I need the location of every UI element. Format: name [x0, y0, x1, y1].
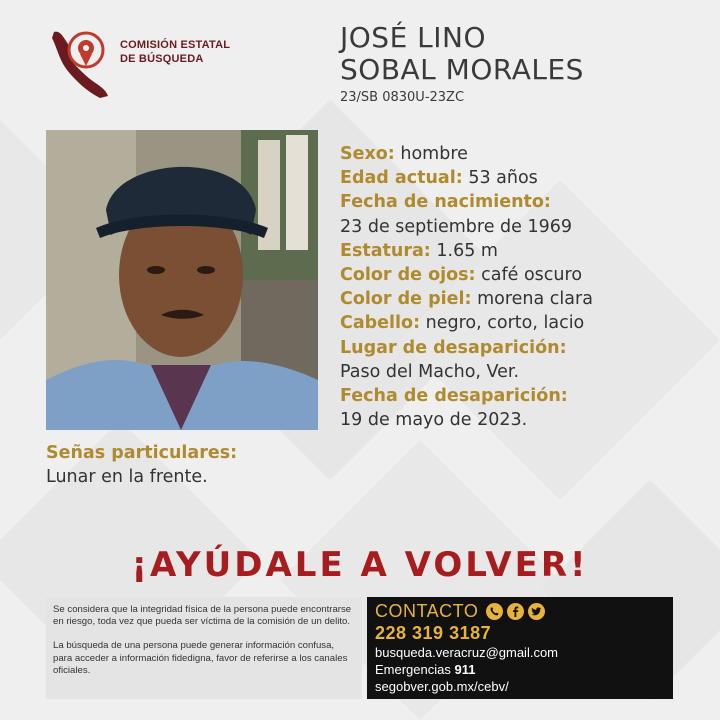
contact-title: CONTACTO	[375, 601, 479, 621]
detail-nacimiento-value: 23 de septiembre de 1969	[340, 216, 573, 237]
detail-sexo-value: hombre	[400, 144, 468, 164]
detail-lugar-value: Paso del Macho, Ver.	[340, 361, 520, 382]
contact-website[interactable]: segobver.gob.mx/cebv/	[375, 679, 509, 694]
detail-edad	[340, 166, 710, 190]
detail-edad-label: Edad actual:	[340, 168, 463, 189]
facebook-icon[interactable]	[507, 603, 524, 620]
contact-phone[interactable]: 228 319 3187	[375, 623, 492, 643]
detail-cabello-value: negro, corto, lacio	[425, 313, 585, 334]
detail-ojos	[340, 263, 710, 287]
contact-email[interactable]: busqueda.veracruz@gmail.com	[375, 645, 559, 660]
detail-fecha-label: Fecha de desaparición:	[340, 386, 568, 407]
person-name-line2: SOBAL MORALES	[340, 53, 584, 86]
detail-estatura	[340, 239, 710, 263]
detail-lugar-label-row	[340, 336, 710, 360]
contact-title-row	[375, 600, 665, 622]
person-details	[340, 142, 710, 432]
contact-emergency	[375, 661, 665, 678]
detail-ojos-value: café oscuro	[481, 265, 583, 286]
detail-ojos-label: Color de ojos:	[340, 265, 476, 286]
disclaimer-paragraph-1: Se considera que la integridad física de la persona puede encontrarse en riesgo, toda vez que pueda ser víctima de la comisión de un delito.	[53, 604, 352, 628]
twitter-icon[interactable]	[528, 603, 545, 620]
social-icons	[486, 603, 545, 620]
detail-piel-value: morena clara	[477, 289, 593, 310]
whatsapp-icon[interactable]	[486, 603, 503, 620]
contact-box	[367, 597, 673, 699]
organization-name-line1: COMISIÓN ESTATAL	[120, 39, 231, 51]
distinguishing-marks-value: Lunar en la frente.	[46, 467, 208, 488]
detail-edad-value: 53 años	[468, 168, 538, 189]
detail-piel	[340, 287, 710, 311]
detail-estatura-label: Estatura:	[340, 240, 431, 261]
detail-fecha-label-row	[340, 384, 710, 408]
case-folio: 23/SB 0830U-23ZC	[340, 90, 465, 105]
disclaimer-paragraph-2: La búsqueda de una persona puede generar información confusa, para acceder a información fidedigna, favor de referirse a los canales oficiales.	[53, 640, 348, 676]
detail-piel-label: Color de piel:	[340, 289, 472, 310]
disclaimer	[46, 597, 362, 699]
detail-cabello	[340, 311, 710, 335]
detail-fecha-value: 19 de mayo de 2023.	[340, 410, 528, 431]
organization-name-line2: DE BÚSQUEDA	[120, 53, 204, 65]
detail-estatura-value: 1.65 m	[436, 240, 498, 261]
detail-lugar-label: Lugar de desaparición:	[340, 337, 567, 358]
detail-sexo	[340, 142, 710, 166]
person-name-line1: JOSÉ LINO	[340, 21, 487, 54]
detail-nacimiento-label: Fecha de nacimiento:	[340, 192, 551, 213]
detail-sexo-label: Sexo:	[340, 144, 395, 164]
distinguishing-marks	[46, 441, 237, 489]
detail-cabello-label: Cabello:	[340, 313, 421, 334]
contact-emergency-label: Emergencias	[375, 662, 451, 677]
organization-name	[120, 38, 230, 66]
person-photo	[46, 130, 318, 430]
veracruz-map-icon	[48, 24, 120, 104]
detail-nacimiento-label-row	[340, 190, 710, 214]
person-name	[340, 22, 584, 86]
contact-emergency-number[interactable]: 911	[454, 662, 476, 677]
distinguishing-marks-label: Señas particulares:	[46, 443, 238, 463]
organization-logo	[48, 24, 248, 104]
call-to-action: ¡AYÚDALE A VOLVER!	[131, 545, 589, 585]
